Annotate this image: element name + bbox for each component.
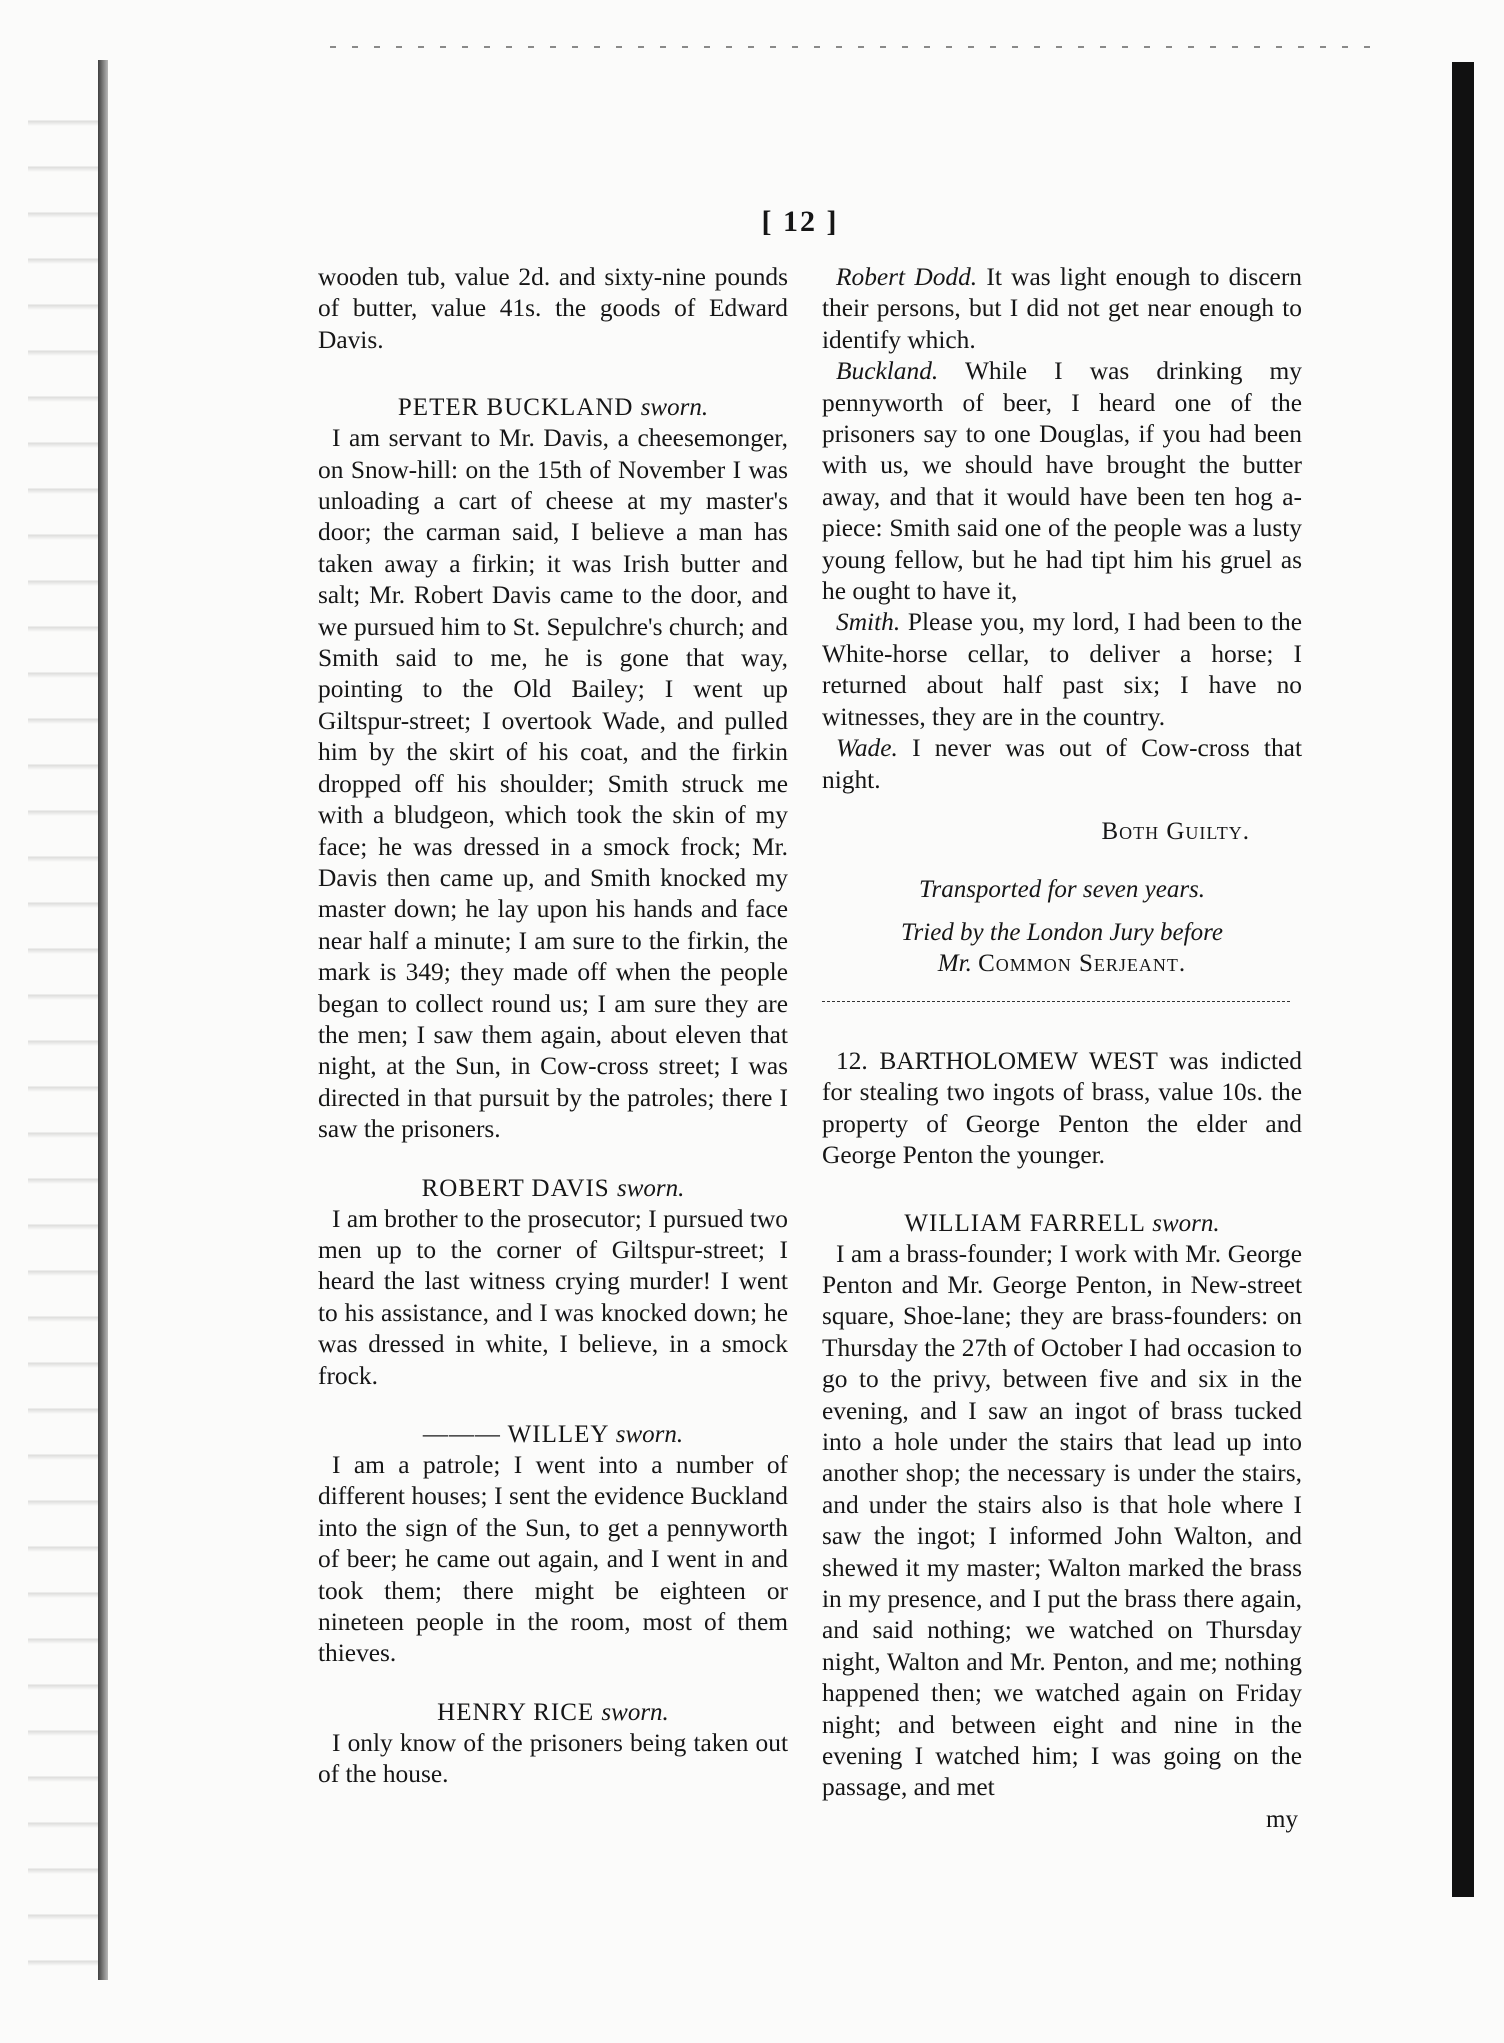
witness-name: HENRY RICE <box>437 1698 595 1726</box>
witness-heading-farrell <box>822 1208 1302 1239</box>
statement-wade <box>822 733 1302 796</box>
verdict: Both Guilty. <box>1101 817 1250 845</box>
case-indictment: 12. BARTHOLOMEW WEST was indicted for stealing two ingots of brass, value 10s. the property of George Penton the elder and George Penton the younger. <box>822 1046 1302 1170</box>
witness-name: ROBERT DAVIS <box>421 1174 610 1202</box>
witness-heading-robert-davis <box>318 1173 788 1204</box>
speaker-name: Buckland. <box>836 357 939 386</box>
scan-right-edge <box>1452 62 1474 1897</box>
sworn-label: sworn. <box>616 1174 685 1202</box>
page-number: [ 12 ] <box>761 205 839 238</box>
testimony-robert-davis: I am brother to the prosecutor; I pursued two men up to the corner of Giltspur-street; I heard the last witness crying murder! I went to his assistance, and I was knocked down; he was dressed in white, I believe, in a smock frock. <box>318 1204 788 1390</box>
testimony-buckland: I am servant to Mr. Davis, a cheesemonger, on Snow-hill: on the 15th of November I was unloading a cart of cheese at my master's door; the carman said, I believe a man has taken away a firkin; it was Irish butter and salt; Mr. Robert Davis came to the door, and we pursued him to St. Sepulchre's church; and Smith said to me, he is gone that way, pointing to the Old Bailey; I went up Giltspur-street; I overtook Wade, and pulled him by the skirt of his coat, and the firkin dropped off his shoulder; Smith struck me with a bludgeon, which took the skin of my face; he was dressed in a smock frock; Mr. Davis then came up, and Smith knocked my master down; he lay upon his hands and face near half a minute; I am sure to the firkin, the mark is 349; they made off when the people began to collect round us; I am sure they are the men; I saw them again, about eleven that night, at the Sun, in Cow-cross street; I was directed in that pursuit by the patroles; there I saw the prisoners. <box>318 424 788 1144</box>
sworn-label: sworn. <box>615 1421 684 1448</box>
witness-name: ——— WILLEY <box>422 1421 609 1448</box>
statement-text: I never was out of Cow-cross that night. <box>822 734 1302 794</box>
sworn-label: sworn. <box>1152 1209 1220 1237</box>
catchword: my <box>1266 1805 1298 1833</box>
scan-binding-edge <box>98 60 108 1980</box>
witness-heading-henry-rice <box>318 1697 788 1728</box>
testimony-willey: I am a patrole; I went into a number of different houses; I sent the evidence Buckland into the sign of the Sun, to get a pennyworth of beer; he came out again, and I went in and took them; there might be eighteen or nineteen people in the room, most of them thieves. <box>318 1451 788 1668</box>
witness-name: WILLIAM FARRELL <box>904 1209 1146 1237</box>
statement-text: While I was drinking my pennyworth of beer, I heard one of the prisoners say to one Douglas, if you had been with us, we should have brought the butter away, and that it would have been ten hog a-piece: Smith said one of the people was a lusty young fellow, but he had tipt him his gruel as he ought to have it, <box>822 357 1303 606</box>
statement-text: It was light enough to discern their persons, but I did not get near enough to identify which. <box>822 263 1302 354</box>
sworn-label: sworn. <box>640 394 709 422</box>
testimony-farrell: I am a brass-founder; I work with Mr. George Penton and Mr. George Penton, in New-street square, Shoe-lane; they are brass-founders: on Thursday the 27th of October I had occasion to go to the privy, between five and six in the evening, and I saw an ingot of brass tucked into a hole under the stairs that lead up into another shop; the necessary is under the stairs, and under the stairs also is that hole where I saw the ingot; I informed John Walton, and shewed it my master; Walton marked the brass in my presence, and I put the brass there again, and said nothing; we watched on Thursday night, Walton and Mr. Penton, and me; nothing happened then; we watched again on Friday night; and between eight and nine in the evening I watched him; I was going on the passage, and met <box>822 1239 1302 1802</box>
left-column <box>318 262 788 1791</box>
speaker-name: Smith. <box>836 608 901 637</box>
speaker-name: Wade. <box>836 734 898 763</box>
right-column <box>822 262 1302 1835</box>
statement-smith <box>822 607 1302 733</box>
witness-heading-willey <box>318 1419 788 1450</box>
tried-before <box>822 917 1302 979</box>
opening-paragraph: wooden tub, value 2d. and sixty-nine pounds of butter, value 41s. the goods of Edward Davis. <box>318 263 788 354</box>
tried-officer: Common Serjeant. <box>978 949 1187 977</box>
sworn-label: sworn. <box>601 1698 669 1726</box>
testimony-henry-rice: I only know of the prisoners being taken out of the house. <box>318 1728 788 1789</box>
sentence: Transported for seven years. <box>918 875 1206 903</box>
tried-mr: Mr. <box>937 949 972 977</box>
witness-name: PETER BUCKLAND <box>397 394 634 422</box>
tried-line: Tried by the London Jury before <box>901 918 1223 946</box>
scan-top-noise <box>330 46 1370 48</box>
statement-text: Please you, my lord, I had been to the White-horse cellar, to deliver a horse; I returned about half past six; I have no witnesses, they are in the country. <box>822 608 1302 731</box>
speaker-name: Robert Dodd. <box>836 263 978 291</box>
statement-buckland <box>822 356 1302 607</box>
witness-heading-buckland <box>318 392 788 423</box>
scan-gutter-shadow <box>28 80 98 1980</box>
statement-dodd <box>822 262 1302 356</box>
